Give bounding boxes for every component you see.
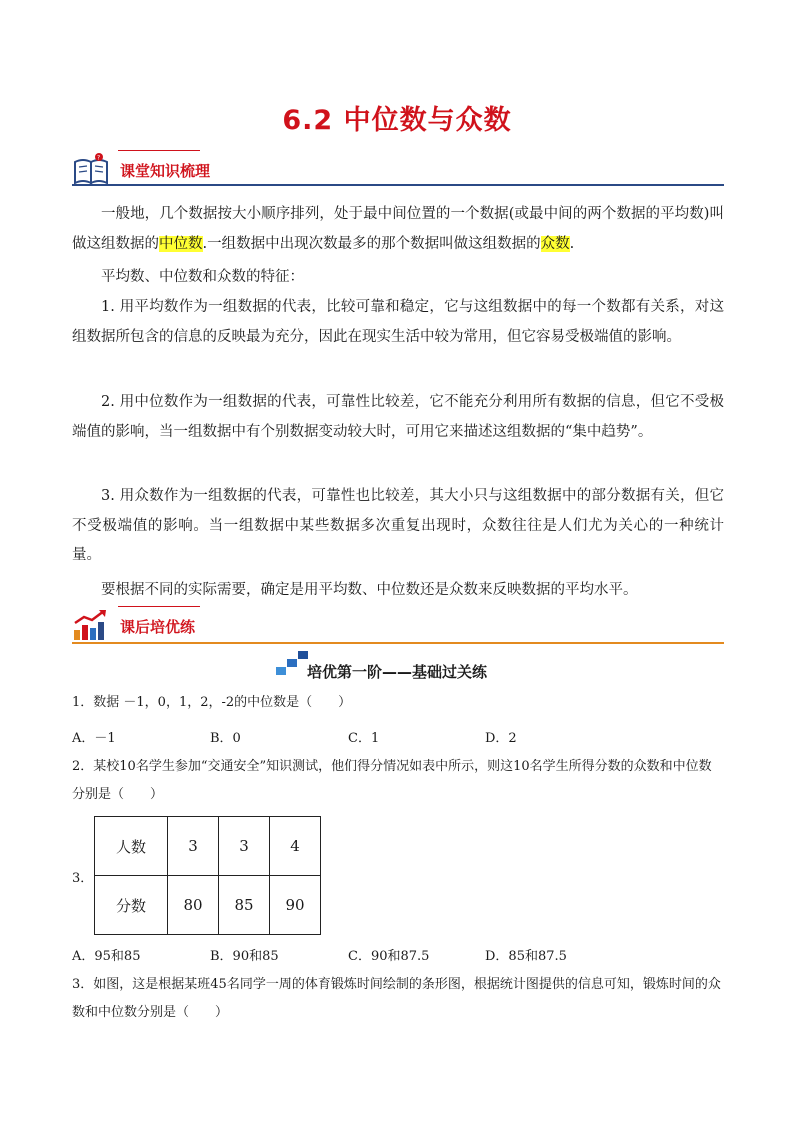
svg-text:?: ? [97,154,101,162]
section-divider [72,184,724,186]
highlight-median: 中位数 [159,235,203,252]
score-table-wrap [94,816,321,935]
table-cell: 80 [168,876,219,935]
table-cell: 85 [219,876,270,935]
score-table [94,816,321,935]
option-a[interactable]: A．－1 [72,731,116,746]
feature-item-mean: 1. 用平均数作为一组数据的代表，比较可靠和稳定，它与这组数据中的每一个数都有关系，对这组数据所包含的信息的反映最为充分，因此在现实生活中较为常用，但它容易受极端值的影响。 [72,299,724,345]
table-cell: 3 [168,817,219,876]
table-cell: 90 [270,876,321,935]
table-row [95,817,321,876]
option-d[interactable]: D．2 [485,731,517,746]
option-b[interactable]: B．0 [210,731,241,746]
definition-text: . [569,235,575,252]
question-2: 2．某校10名学生参加“交通安全”知识测试，他们得分情况如表中所示，则这10名学生所得分数的众数和中位数分别是（ ） [72,759,712,802]
section-label: 课后培优练 [120,618,196,636]
section-label: 课堂知识梳理 [120,162,211,180]
question-1: 1．数据 －1，0，1，2，-2的中位数是（ ） [72,695,352,710]
page-title: 6.2 中位数与众数 [282,105,512,136]
question-2-options [72,945,724,965]
section-accent-line [118,150,200,151]
features-heading: 平均数、中位数和众数的特征： [101,269,304,285]
question-1-options [72,727,724,747]
table-row [95,876,321,935]
table-cell: 4 [270,817,321,876]
section-accent-line [118,606,200,607]
option-a[interactable]: A．95和85 [72,949,141,964]
bar-chart-icon [72,608,112,642]
section-divider [72,642,724,644]
option-b[interactable]: B．90和85 [210,949,279,964]
feature-item-mode: 3. 用众数作为一组数据的代表，可靠性也比较差，其大小只与这组数据中的部分数据有关，但它不受极端值的影响。当一组数据中某些数据多次重复出现时，众数往往是人们尤为关心的一种统计量。 [72,488,724,563]
option-d[interactable]: D．85和87.5 [485,949,567,964]
subsection-title: 培优第一阶——基础过关练 [306,663,487,681]
book-icon [72,152,112,186]
table-prefix: 3． [72,871,94,886]
definition-text: 一般地，几个数据按大小顺序排列，处于最中间位置的一个数据(或最中间的两个数据的平均数)叫做这组数据的 [72,206,724,252]
highlight-mode: 众数 [540,235,570,252]
question-3: 3．如图，这是根据某班45名同学一周的体育锻炼时间绘制的条形图，根据统计图提供的信息可知，锻炼时间的众数和中位数分别是（ ） [72,977,721,1020]
definition-paragraph [72,200,724,259]
option-c[interactable]: C．90和87.5 [348,949,430,964]
feature-item-median: 2. 用中位数作为一组数据的代表，可靠性比较差，它不能充分利用所有数据的信息，但它不受极端值的影响，当一组数据中有个别数据变动较大时，可用它来描述这组数据的“集中趋势”。 [72,394,724,440]
option-c[interactable]: C．1 [348,731,380,746]
table-cell: 3 [219,817,270,876]
section-header-practice [72,606,372,646]
table-cell: 分数 [95,876,168,935]
definition-text: .一组数据中出现次数最多的那个数据叫做这组数据的 [202,235,541,252]
table-cell: 人数 [95,817,168,876]
summary-paragraph: 要根据不同的实际需要，确定是用平均数、中位数还是众数来反映数据的平均水平。 [101,582,638,598]
